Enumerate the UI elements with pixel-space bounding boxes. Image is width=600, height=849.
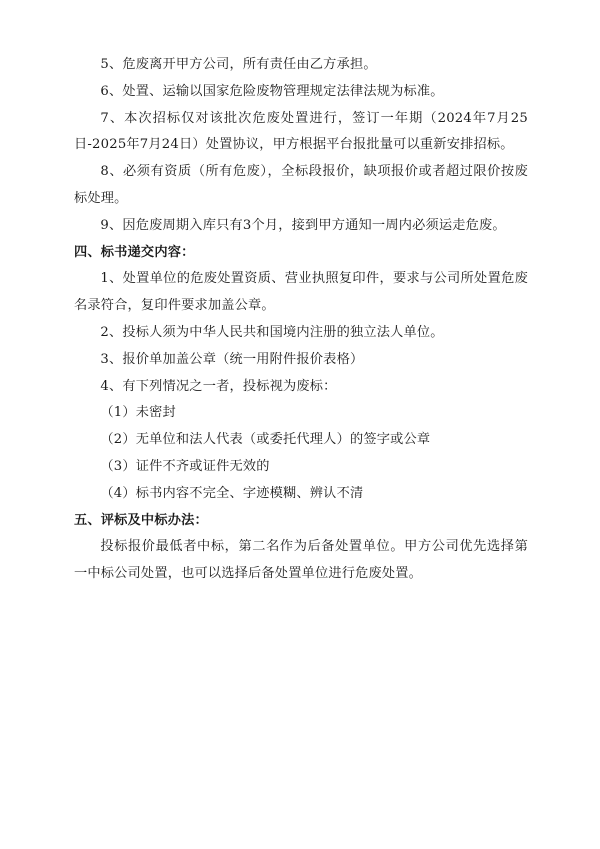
paragraph-sec4-item-4-4: （4）标书内容不完全、字迹模糊、辨认不清 [100, 485, 364, 501]
section-heading-five: 五、评标及中标办法： [74, 512, 208, 528]
document-body [74, 52, 528, 588]
paragraph-item-8: 8、必须有资质（所有危废），全标段报价，缺项报价或者超过限价按废标处理。 [74, 164, 528, 206]
paragraph-item-5: 5、危废离开甲方公司，所有责任由乙方承担。 [100, 57, 377, 72]
paragraph-sec4-item-4: 4、有下列情况之一者，投标视为废标： [100, 378, 337, 394]
paragraph-item-7: 7、本次招标仅对该批次危废处置进行，签订一年期（2024年7月25日-2025年7月24日）处置协议，甲方根据平台报批量可以重新安排招标。 [74, 110, 528, 153]
paragraph-sec4-item-1: 1、处置单位的危废处置资质、营业执照复印件，要求与公司所处置危废名录符合，复印件要求加盖公章。 [74, 271, 528, 314]
paragraph-item-9: 9、因危废周期入库只有3个月，接到甲方通知一周内必须运走危废。 [100, 217, 506, 233]
paragraph-sec4-item-4-2: （2）无单位和法人代表（或委托代理人）的签字或公章 [100, 432, 431, 448]
paragraph-sec4-item-2: 2、投标人须为中华人民共和国境内注册的独立法人单位。 [100, 324, 444, 340]
paragraph-sec5-body: 投标报价最低者中标，第二名作为后备处置单位。甲方公司优先选择第一中标公司处置，也可以选择后备处置单位进行危废处置。 [74, 539, 528, 582]
paragraph-sec4-item-4-1: （1）未密封 [100, 405, 176, 421]
paragraph-item-6: 6、处置、运输以国家危险废物管理规定法律法规为标准。 [100, 83, 444, 99]
paragraph-sec4-item-4-3: （3）证件不齐或证件无效的 [100, 458, 270, 474]
paragraph-sec4-item-3: 3、报价单加盖公章（统一用附件报价表格） [100, 351, 364, 367]
section-heading-four: 四、标书递交内容： [74, 244, 195, 260]
